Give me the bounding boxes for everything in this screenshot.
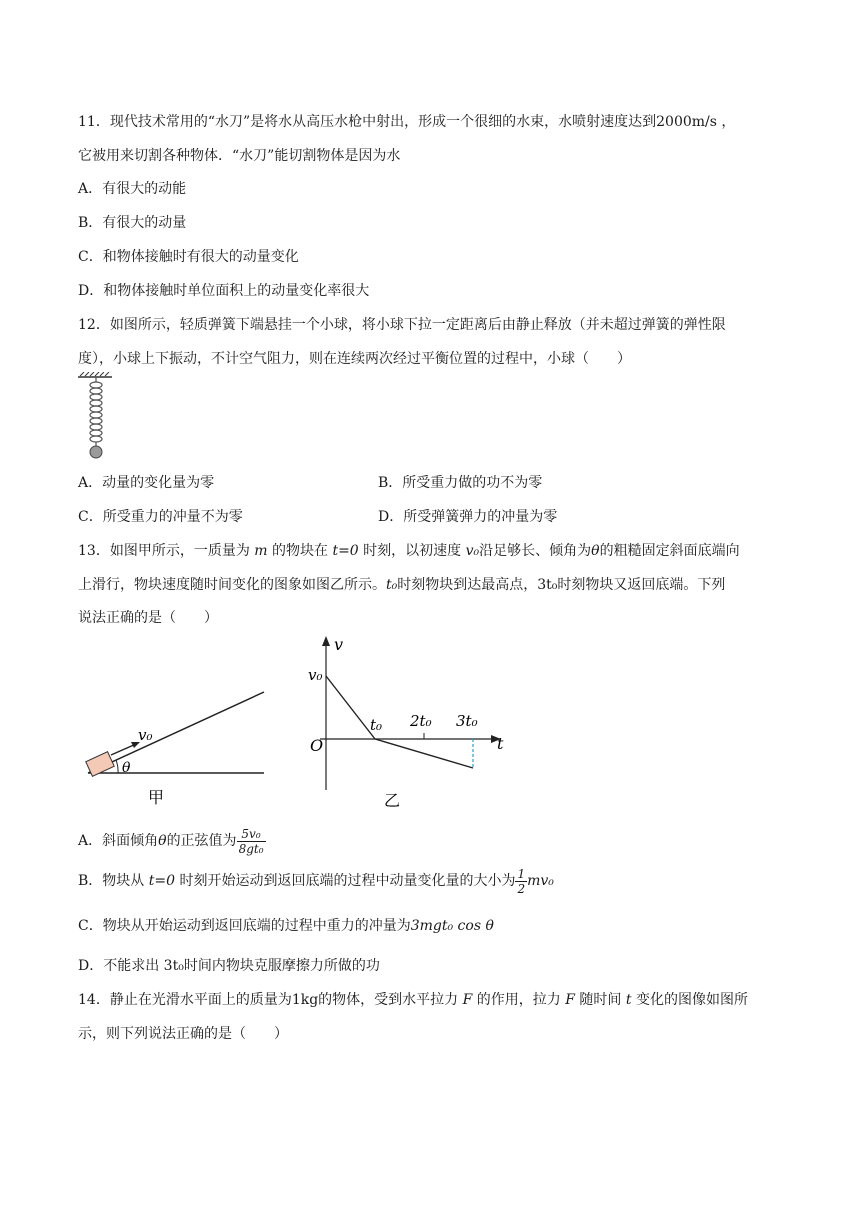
angle-arc [116, 760, 118, 773]
q11-stem-line1: 11．现代技术常用的“水刀”是将水从高压水枪中射出，形成一个很细的水束，水喷射速度达到2000m/s ， [78, 114, 736, 130]
q14-stem-line2: 示，则下列说法正确的是（ ） [78, 1026, 288, 1042]
q11-option-c: C．和物体接触时有很大的动量变化 [78, 249, 299, 265]
q13-stem-line3: 说法正确的是（ ） [78, 610, 218, 626]
spring-figure [76, 372, 116, 460]
q13-stem-line2: 上滑行，物块速度随时间变化的图象如图乙所示。t₀时刻物块到达最高点，3t₀时刻物块又返回底端。下列 [78, 577, 726, 593]
theta-label: θ [122, 760, 131, 776]
spring-coils [90, 377, 102, 446]
t-axis-label: t [497, 734, 504, 753]
fraction-5v0-8gt0: $\frac{\text{5v₀}}{\text{8gt₀}}$ [238, 826, 264, 856]
tick-label-t0: t₀ [370, 716, 383, 734]
origin-label: O [310, 736, 324, 755]
q14-stem-line1: 14．静止在光滑水平面上的质量为1kg的物体，受到水平拉力 F 的作用，拉力 F 随时间 t 变化的图像如图所 [78, 992, 748, 1008]
fraction-half: $\frac{1}{2}$ [517, 866, 526, 896]
v0-tick-label: v₀ [308, 666, 323, 684]
q12-option-a: A．动量的变化量为零 [78, 475, 215, 491]
q11-option-a: A．有很大的动能 [78, 181, 187, 197]
q11-stem-line2: 它被用来切割各种物体．“水刀”能切割物体是因为水 [78, 148, 401, 164]
vt-graph [300, 630, 520, 812]
fig-jia-label: 甲 [148, 788, 165, 807]
tick-label-2t0: 2t₀ [410, 712, 432, 730]
v-axis-label: v [334, 635, 344, 654]
tick-label-3t0: 3t₀ [456, 712, 478, 730]
velocity-line-down [375, 739, 473, 768]
q13-option-c: C．物块从开始运动到返回底端的过程中重力的冲量为3mgt₀ cos θ [78, 918, 494, 934]
q13-option-b: B．物块从 t=0 时刻开始运动到返回底端的过程中动量变化量的大小为 $\frac{1}{2}$ mv₀ [78, 866, 554, 896]
q12-option-c: C．所受重力的冲量不为零 [78, 509, 243, 525]
q12-stem-line2: 度），小球上下振动，不计空气阻力，则在连续两次经过平衡位置的过程中，小球（ ） [78, 351, 631, 367]
fig-yi-label: 乙 [384, 791, 401, 810]
q12-option-d: D．所受弹簧弹力的冲量为零 [378, 509, 558, 525]
velocity-line-up [326, 676, 375, 739]
incline-slope [88, 692, 264, 773]
q13-option-d: D．不能求出 3t₀时间内物块克服摩擦力所做的功 [78, 958, 380, 974]
q13-option-a: A．斜面倾角θ的正弦值为 $\frac{\text{5v₀}}{\text{8gt₀}}$ [78, 826, 264, 856]
incline-figure [78, 680, 278, 810]
q13-stem-line1: 13．如图甲所示，一质量为 m 的物块在 t=0 时刻，以初速度 v₀沿足够长、倾角为θ的粗糙固定斜面底端向 [78, 543, 740, 559]
q11-option-d: D．和物体接触时单位面积上的动量变化率很大 [78, 283, 370, 299]
ceiling-hatch [78, 372, 112, 377]
q11-option-b: B．有很大的动量 [78, 215, 187, 231]
v0-label: v₀ [138, 726, 153, 744]
ball [90, 446, 102, 458]
q12-option-b: B．所受重力做的功不为零 [378, 475, 543, 491]
q12-stem-line1: 12．如图所示，轻质弹簧下端悬挂一个小球，将小球下拉一定距离后由静止释放（并未超过弹簧的弹性限 [78, 317, 726, 333]
